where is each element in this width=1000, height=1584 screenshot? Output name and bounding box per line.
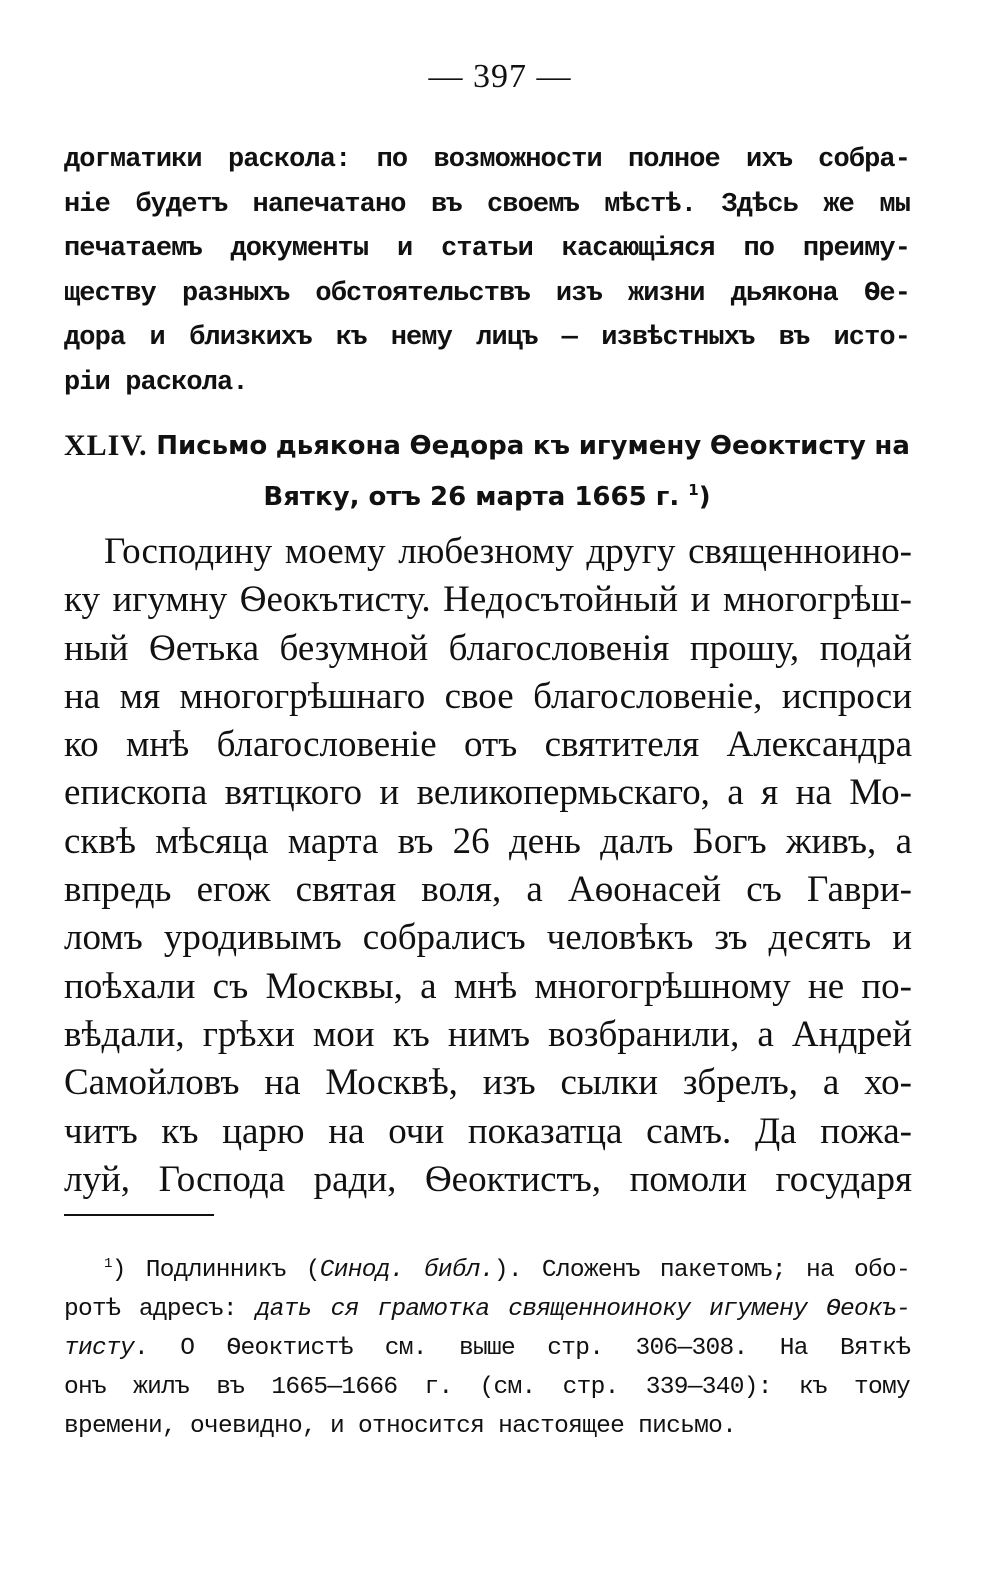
letter-line: луй, Господа ради, Ѳеоктистъ, помоли государя — [64, 1158, 912, 1200]
heading-line — [64, 424, 910, 468]
letter-line: ный Ѳетька безумной благословенія прошу, подай — [64, 627, 912, 669]
heading-word: Письмо — [156, 431, 268, 461]
footnote-line: онъ жилъ въ 1665—1666 г. (см. стр. 339—340): къ тому — [64, 1374, 910, 1401]
letter-line: впредь егож святая воля, а Аѳонасей съ Гаври- — [64, 869, 912, 911]
letter-line: поѣхали съ Москвы, а мнѣ многогрѣшному не по- — [64, 965, 912, 1007]
intro-paragraph — [64, 138, 910, 405]
footnote-mark: 1 — [104, 1256, 112, 1272]
footnote-divider — [64, 1214, 214, 1216]
page-number: — 397 — — [428, 58, 572, 95]
letter-line: ку игумну Ѳеокътисту. Недосътойный и многогрѣш- — [64, 579, 912, 621]
letter-line: Самойловъ на Москвѣ, изъ сылки збрелъ, а хо- — [64, 1062, 912, 1104]
footnote-reference[interactable]: 1 — [688, 481, 699, 499]
heading-word: къ — [532, 431, 571, 461]
letter-line: ломъ уродивымъ собралисъ человѣкъ зъ десять и — [64, 917, 912, 959]
footnote-reference-paren: ) — [698, 482, 711, 512]
heading-word: дьякона — [275, 431, 401, 461]
footnote-italic: тисту — [64, 1335, 135, 1362]
footnote-text: ). Сложенъ пакетомъ; на обо- — [493, 1257, 910, 1284]
footnote-text: ) Подлинникъ ( — [111, 1257, 320, 1284]
intro-line: дора и близкихъ къ нему лицъ — извѣстныхъ въ исто- — [64, 323, 910, 353]
footnote-line: времени, очевидно, и относится настоящее письмо. — [64, 1413, 737, 1440]
heading-word: Ѳедора — [409, 431, 525, 461]
intro-line: печатаемъ документы и статьи касающіяся по преиму- — [64, 234, 910, 264]
heading-line2-text: Вятку, отъ 26 марта 1665 г. — [263, 482, 680, 512]
footnote-italic: Синод. библ. — [319, 1257, 494, 1284]
heading-numeral: XLIV. — [64, 429, 148, 462]
intro-line: ніе будетъ напечатано въ своемъ мѣстѣ. Здѣсь же мы — [64, 189, 910, 220]
intro-line: ществу разныхъ обстоятельствъ изъ жизни дьякона Ѳе- — [64, 278, 910, 309]
intro-line: догматики раскола: по возможности полное ихъ собра- — [64, 145, 910, 175]
footnote-italic: дать ся грамотка священноиноку игумену Ѳеокъ- — [255, 1296, 911, 1323]
heading-word: на — [874, 431, 910, 461]
letter-text — [64, 528, 912, 1204]
footnote-line — [64, 1329, 910, 1368]
letter-line: сквѣ мѣсяца марта въ 26 день далъ Богъ живъ, а — [64, 820, 912, 862]
heading-line — [64, 468, 910, 519]
footnote-text: . О Ѳеоктистѣ см. выше стр. 306—308. На Вяткѣ — [134, 1335, 910, 1362]
intro-line: ріи раскола. — [64, 367, 248, 398]
footnote-line — [64, 1290, 910, 1329]
letter-line: ко мнѣ благословеніе отъ святителя Александра — [64, 724, 912, 766]
footnote — [64, 1245, 910, 1446]
letter-line: читъ къ царю на очи показатца самъ. Да пожа- — [64, 1110, 912, 1152]
heading-word: игумену — [578, 431, 702, 461]
letter-line: на мя многогрѣшнаго свое благословеніе, испроси — [64, 675, 912, 717]
footnote-line — [64, 1245, 910, 1290]
section-heading — [64, 424, 910, 519]
heading-word: Ѳеоктисту — [709, 431, 866, 461]
footnote-text: ротѣ адресъ: — [64, 1296, 256, 1323]
letter-line: вѣдали, грѣхи мои къ нимъ возбранили, а Андрей — [64, 1013, 912, 1055]
letter-line: епископа вятцкого и великопермьскаго, а я на Мо- — [64, 772, 912, 814]
letter-line: Господину моему любезному другу священноино- — [104, 531, 912, 572]
